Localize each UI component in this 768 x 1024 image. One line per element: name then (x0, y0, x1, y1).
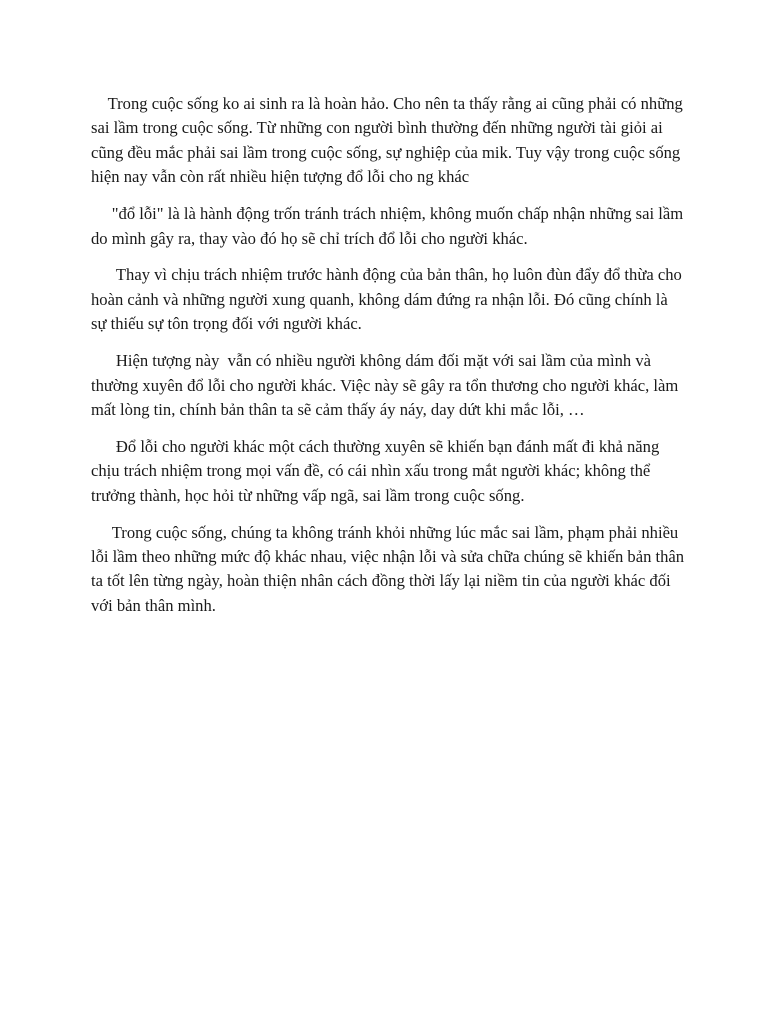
paragraph-behavior: Thay vì chịu trách nhiệm trước hành động của bản thân, họ luôn đùn đẩy đổ thừa cho hoàn cảnh và những người xung quanh, không dám đứng ra nhận lỗi. Đó cũng chính là sự thiếu sự tôn trọng đối với người khác. (91, 265, 686, 334)
document-body (91, 92, 689, 631)
paragraph-conclusion: Trong cuộc sống, chúng ta không tránh khỏi những lúc mắc sai lầm, phạm phải nhiều lỗi lầm theo những mức độ khác nhau, việc nhận lỗi và sửa chữa chúng sẽ khiến bản thân ta tốt lên từng ngày, hoàn thiện nhân cách đồng thời lấy lại niềm tin của người khác đối với bản thân mình. (91, 522, 689, 615)
paragraph-definition: "đổ lỗi" là là hành động trốn tránh trách nhiệm, không muốn chấp nhận những sai lầm do mình gây ra, thay vào đó họ sẽ chỉ trích đổ lỗi cho người khác. (91, 204, 688, 248)
paragraph-consequences: Hiện tượng này vẫn có nhiều người không dám đối mặt với sai lầm của mình và thường xuyên đổ lỗi cho người khác. Việc này sẽ gây ra tổn thương cho người khác, làm mất lòng tin, chính bản thân ta sẽ cảm thấy áy náy, day dứt khi mắc lỗi, … (91, 351, 683, 419)
paragraph-intro: Trong cuộc sống ko ai sinh ra là hoàn hảo. Cho nên ta thấy rằng ai cũng phải có những sai lầm trong cuộc sống. Từ những con người bình thường đến những người tài giỏi ai cũng đều mắc phải sai lầm trong cuộc sống, sự nghiệp của mik. Tuy vậy trong cuộc sống hiện nay vẫn còn rất nhiều hiện tượng đổ lỗi cho ng khác (91, 94, 687, 187)
paragraph-effects: Đổ lỗi cho người khác một cách thường xuyên sẽ khiến bạn đánh mất đi khả năng chịu trách nhiệm trong mọi vấn đề, có cái nhìn xấu trong mắt người khác; không thể trưởng thành, học hỏi từ những vấp ngã, sai lầm trong cuộc sống. (91, 436, 664, 505)
